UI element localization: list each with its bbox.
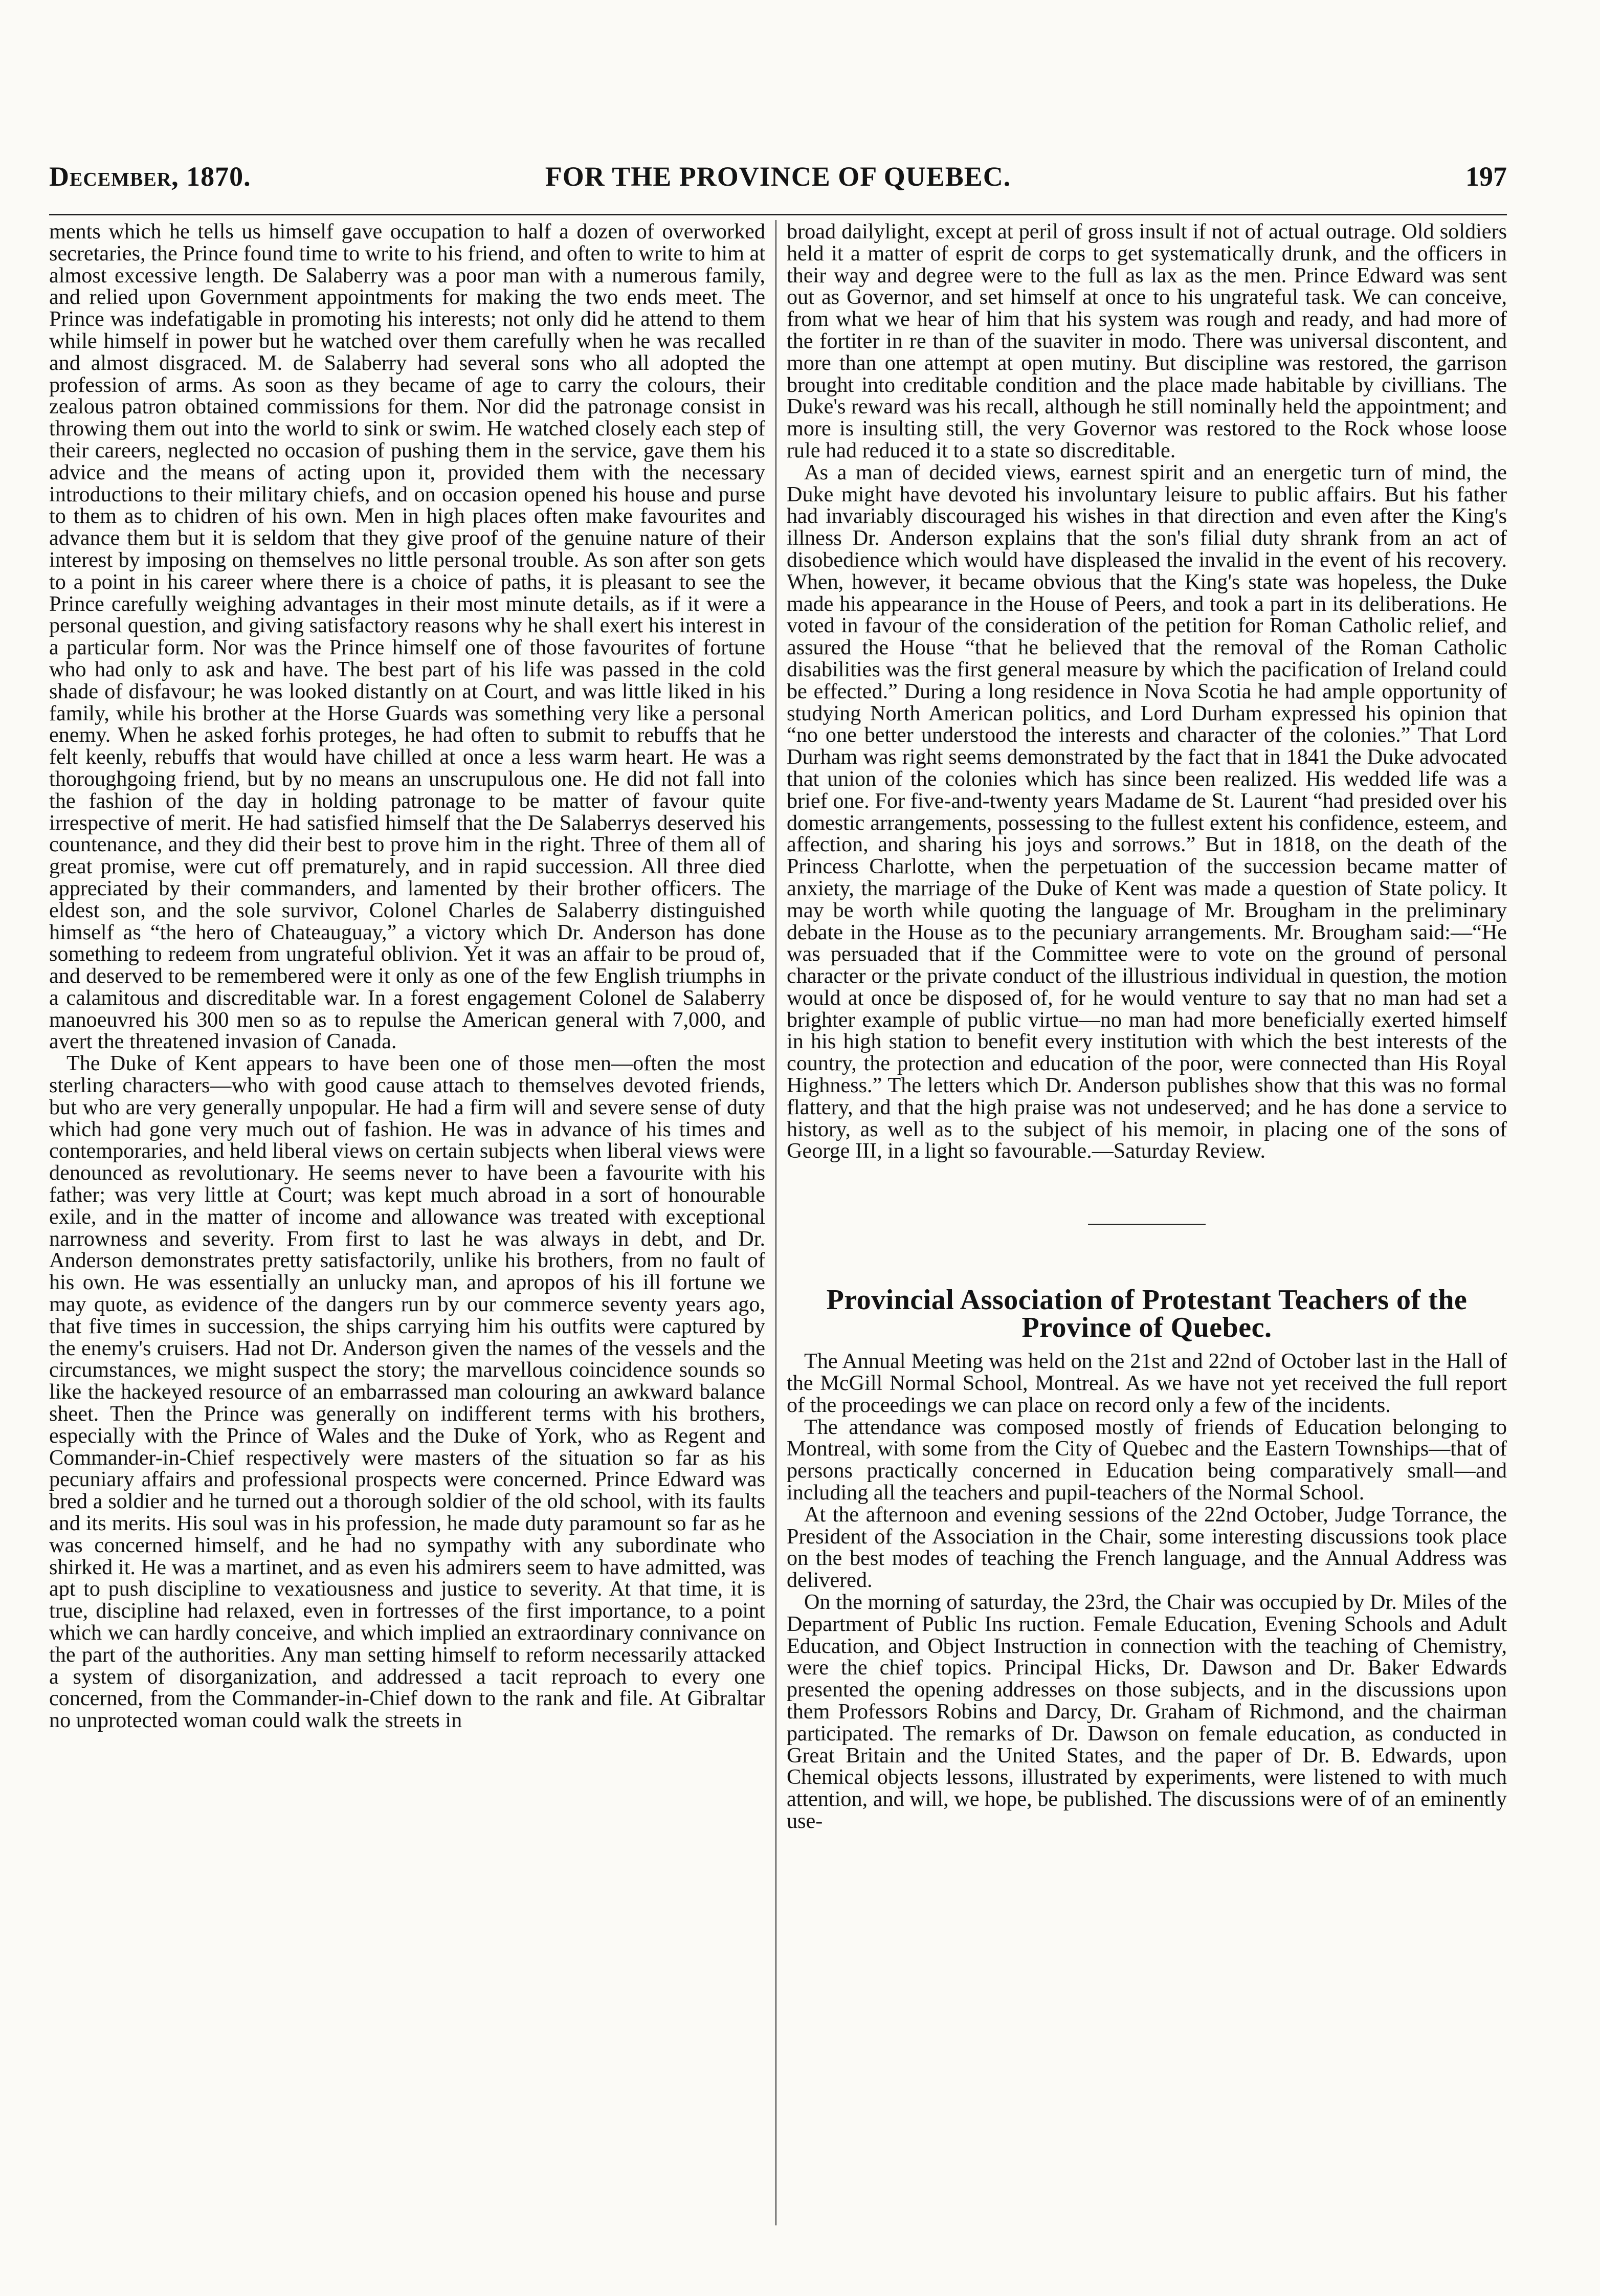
running-header	[49, 156, 1507, 197]
header-rule	[49, 214, 1507, 215]
section-heading: Provincial Association of Protestant Teachers of the Province of Quebec.	[826, 1284, 1468, 1344]
paragraph: broad dailylight, except at peril of gross insult if not of actual outrage. Old soldiers held it a matter of esprit de corps to get systematically drunk, and the officers in their way and degree were to the full as lax as the men. Prince Edward was sent out as Governor, and set himself at once to his ungrateful task. We can conceive, from what we hear of him that his system was rough and ready, and had more of the fortiter in re than of the suaviter in modo. There was universal discontent, and more than one attempt at open mutiny. But discipline was restored, the garrison brought into creditable condition and the place made habitable by civillians. The Duke's reward was his recall, although he still nominally held the appointment; and more is insulting still, the very Governor was restored to the Rock whose loose rule had reduced it to a state so discreditable.	[787, 221, 1507, 462]
paragraph: As a man of decided views, earnest spirit and an energetic turn of mind, the Duke might have devoted his involuntary leisure to public affairs. But his father had invariably discouraged his wishes in that direction and even after the King's illness Dr. Anderson explains that the son's filial duty shrank from an act of disobedience which would have displeased the invalid in the event of his recovery. When, however, it became obvious that the King's state was hopeless, the Duke made his appearance in the House of Peers, and took a part in its deliberations. He voted in favour of the consideration of the petition for Roman Catholic relief, and assured the House “that he believed that the removal of the Roman Catholic disabilities was the first general measure by which the pacification of Ireland could be effected.” During a long residence in Nova Scotia he had ample opportunity of studying North American politics, and Lord Durham expressed his opinion that “no one better understood the interests and character of the colonies.” That Lord Durham was right seems demonstrated by the fact that in 1841 the Duke advocated that union of the colonies which has since been realized. His wedded life was a brief one. For five-and-twenty years Madame de St. Laurent “had presided over his domestic arrangements, possessing to the fullest extent his confidence, esteem, and affection, and sharing his joys and sorrows.” But in 1818, on the death of the Princess Charlotte, when the perpetuation of the succession became matter of anxiety, the marriage of the Duke of Kent was made a question of State policy. It may be worth while quoting the language of Mr. Brougham in the preliminary debate in the House as to the pecuniary arrangements. Mr. Brougham said:—“He was persuaded that if the Committee were to vote on the ground of personal character or the private conduct of the illustrious individual in question, the motion would at once be disposed of, for he would venture to say that no man had set a brighter example of public virtue—no man had more beneficially exerted himself in his high station to benefit every institution with which the best interests of the country, the protection and education of the poor, were connected than His Royal Highness.” The letters which Dr. Anderson publishes show that this was no formal flattery, and that the high praise was not undeserved; and he has done a service to history, as well as to the subject of his memoir, in placing one of the sons of George III, in a light so favourable.—Saturday Review.	[787, 460, 1507, 1163]
section-separator	[1088, 1224, 1206, 1225]
left-column	[49, 221, 765, 2226]
page-number: 197	[1465, 161, 1507, 192]
issue-date: December, 1870.	[49, 161, 251, 192]
paragraph: At the afternoon and evening sessions of the 22nd October, Judge Torrance, the President of the Association in the Chair, some interesting discussions took place on the best modes of teaching the French language, and the Annual Address was delivered.	[787, 1502, 1507, 1593]
paragraph: The Annual Meeting was held on the 21st and 22nd of October last in the Hall of the McGill Normal School, Montreal. As we have not yet received the full report of the proceedings we can place on record only a few of the incidents.	[787, 1349, 1507, 1417]
right-column	[787, 221, 1507, 2226]
paragraph: The attendance was composed mostly of friends of Education belonging to Montreal, with some from the City of Quebec and the Eastern Townships—that of persons practically concerned in Education being comparatively small—and including all the teachers and pupil-teachers of the Normal School.	[787, 1415, 1507, 1505]
journal-title: FOR THE PROVINCE OF QUEBEC.	[545, 161, 1011, 192]
paragraph: ments which he tells us himself gave occupation to half a dozen of overworked secretaries, the Prince found time to write to his friend, and often to write to him at almost excessive length. De Salaberry was a poor man with a numerous family, and relied upon Government appointments for making the two ends meet. The Prince was indefatigable in promoting his interests; not only did he attend to them while himself in power but he watched over them carefully when he was recalled and almost disgraced. M. de Salaberry had several sons who all adopted the profession of arms. As soon as they became of age to carry the colours, their zealous patron obtained commissions for them. Nor did the patronage consist in throwing them out into the world to sink or swim. He watched closely each step of their careers, neglected no occasion of pushing them in the service, gave them his advice and the means of acting upon it, provided them with the necessary introductions to their military chiefs, and on occasion opened his house and purse to them as to chidren of his own. Men in high places often make favourites and advance them but it is seldom that they give proof of the genuine nature of their interest by imposing on themselves no little personal trouble. As son after son gets to a point in his career where there is a choice of paths, it is pleasant to see the Prince carefully weighing advantages in their most minute details, as if it were a personal question, and giving satisfactory reasons why he shall exert his interest in a particular form. Nor was the Prince himself one of those favourites of fortune who had only to ask and have. The best part of his life was passed in the cold shade of disfavour; he was looked distantly on at Court, and was little liked in his family, while his brother at the Horse Guards was something very like a personal enemy. When he asked forhis proteges, he had often to submit to rebuffs that he felt keenly, rebuffs that would have chilled at once a less warm heart. He was a thoroughgoing friend, but by no means an unscrupulous one. He did not fall into the fashion of the day in holding patronage to be matter of favour quite irrespective of merit. He had satisfied himself that the De Salaberrys deserved his countenance, and they did their best to prove him in the right. Three of them all of great promise, were cut off prematurely, and in rapid succession. All three died appreciated by their commanders, and lamented by their brother officers. The eldest son, and the sole survivor, Colonel Charles de Salaberry distinguished himself as “the hero of Chateauguay,” a victory which Dr. Anderson has done something to redeem from ungrateful oblivion. Yet it was an affair to be proud of, and deserved to be remembered were it only as one of the few English triumphs in a calamitous and discreditable war. In a forest engagement Colonel de Salaberry manoeuvred his 300 men so as to repulse the American general with 7,000, and avert the threatened invasion of Canada.	[49, 221, 765, 1054]
column-divider	[775, 220, 776, 2225]
paragraph: On the morning of saturday, the 23rd, the Chair was occupied by Dr. Miles of the Department of Public Ins ruction. Female Education, Evening Schools and Adult Education, and Object Instruction in connection with the teaching of Chemistry, were the chief topics. Principal Hicks, Dr. Dawson and Dr. Baker Edwards presented the opening addresses on those subjects, and in the discussions upon them Professors Robins and Darcy, Dr. Graham of Richmond, and the chairman participated. The remarks of Dr. Dawson on female education, as conducted in Great Britain and the United States, and the paper of Dr. B. Edwards, upon Chemical objects lessons, illustrated by experiments, were listened to with much attention, and will, we hope, be published. The discussions were of of an eminently use-	[787, 1590, 1507, 1833]
paragraph: The Duke of Kent appears to have been one of those men—often the most sterling characters—who with good cause attach to themselves devoted friends, but who are very generally unpopular. He had a firm will and severe sense of duty which had gone very much out of fashion. He was in advance of his times and contemporaries, and held liberal views on certain subjects when liberal views were denounced as revolutionary. He seems never to have been a favourite with his father; was very little at Court; was kept much abroad in a sort of honourable exile, and in the matter of income and allowance was treated with exceptional narrowness and severity. From first to last he was always in debt, and Dr. Anderson demonstrates pretty satisfactorily, unlike his brothers, from no fault of his own. He was essentially an unlucky man, and apropos of his ill fortune we may quote, as evidence of the dangers run by our commerce seventy years ago, that five times in succession, the ships carrying him his outfits were captured by the enemy's cruisers. Had not Dr. Anderson given the names of the vessels and the circumstances, we might suspect the story; the marvellous coincidence sounds so like the hackeyed resource of an embarrassed man colouring an awkward balance sheet. Then the Prince was generally on indifferent terms with his brothers, especially with the Prince of Wales and the Duke of York, who as Regent and Commander-in-Chief respectively were masters of the situation so far as his pecuniary affairs and professional prospects were concerned. Prince Edward was bred a soldier and he turned out a thorough soldier of the old school, with its faults and its merits. His soul was in his profession, he made duty paramount so far as he was concerned himself, and he had no sympathy with any subordinate who shirked it. He was a martinet, and as even his admirers seem to have admitted, was apt to push discipline to vexatiousness and justice to severity. At that time, it is true, discipline had relaxed, even in fortresses of the first importance, to a point which we can hardly conceive, and which implied an extraordinary connivance on the part of the authorities. Any man setting himself to reform necessarily attacked a system of disorganization, and addressed a tacit reproach to every one concerned, from the Commander-in-Chief down to the rank and file. At Gibraltar no unprotected woman could walk the streets in	[49, 1051, 765, 1733]
